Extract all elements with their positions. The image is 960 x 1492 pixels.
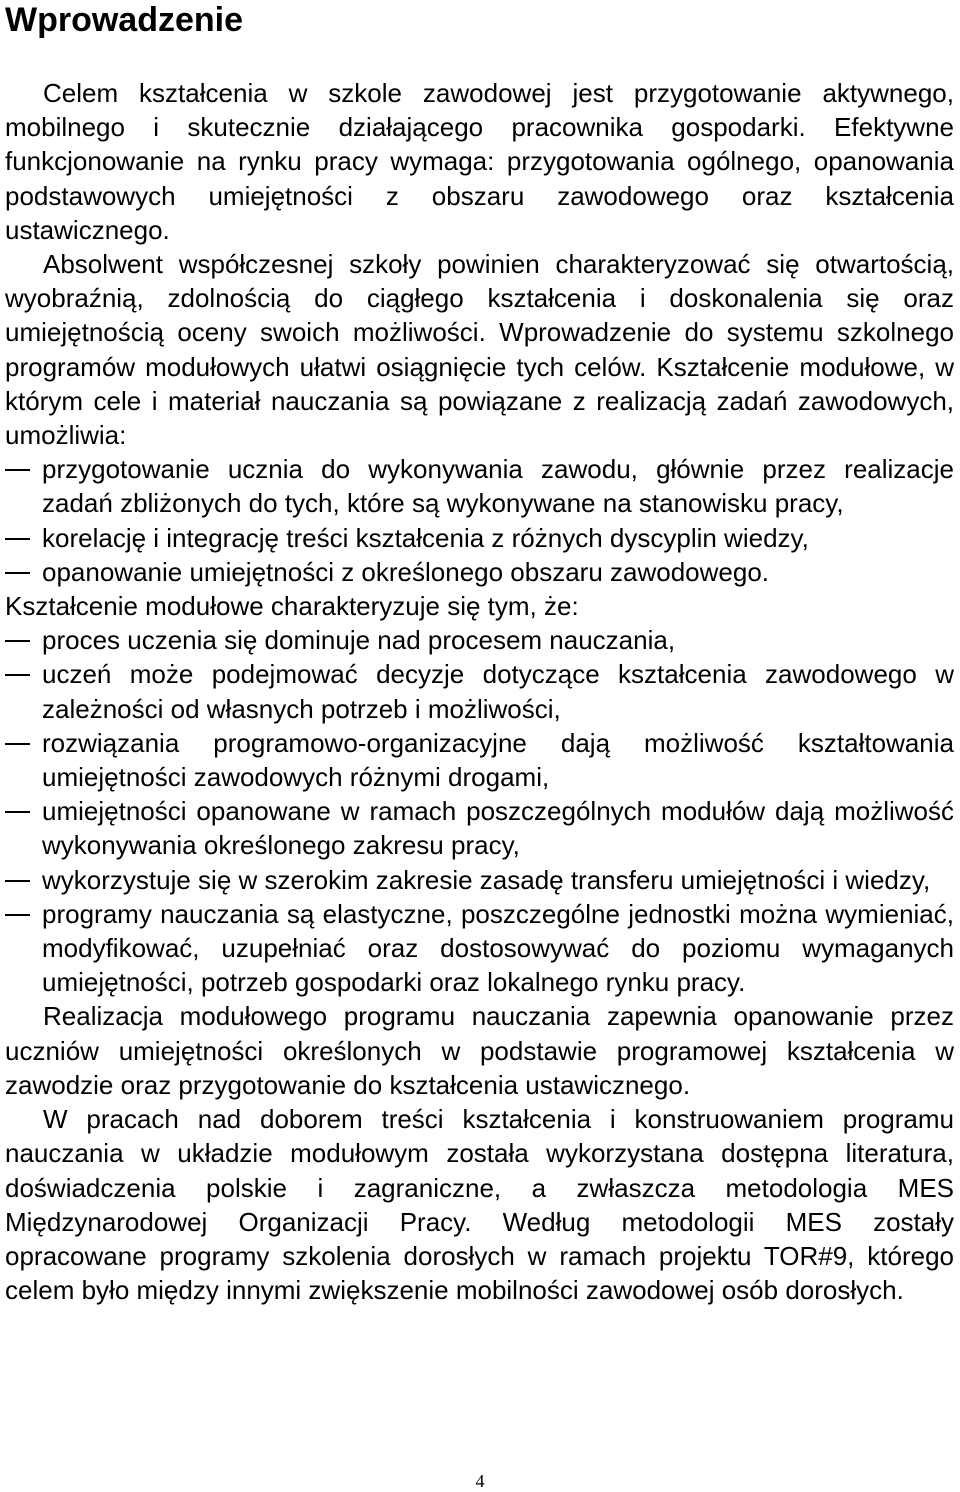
list-item: przygotowanie ucznia do wykonywania zawodu, głównie przez realizacje zadań zbliżonych do tych, które są wykonywane na stanowisku pracy, <box>5 452 954 520</box>
list-item: rozwiązania programowo-organizacyjne dają możliwość kształtowania umiejętności zawodowych różnymi drogami, <box>5 726 954 794</box>
paragraph-intro: Celem kształcenia w szkole zawodowej jest przygotowanie aktywnego, mobilnego i skutecznie działającego pracownika gospodarki. Efektywne funkcjonowanie na rynku pracy wymaga: przygotowania ogólnego, opanowania podstawowych umiejętności z obszaru zawodowego oraz kształcenia ustawicznego. <box>5 78 954 245</box>
dash-bullet-icon <box>5 811 30 813</box>
page-number: 4 <box>475 1471 485 1491</box>
dash-bullet-icon <box>5 743 30 745</box>
paragraph-realization: Realizacja modułowego programu nauczania zapewnia opanowanie przez uczniów umiejętności określonych w podstawie programowej kształcenia w zawodzie oraz przygotowanie do kształcenia ustawicznego. <box>5 1001 954 1100</box>
list-item: programy nauczania są elastyczne, poszczególne jednostki można wymieniać, modyfikować, uzupełniać oraz dostosowywać do poziomu wymaganych umiejętności, potrzeb gospodarki oraz lokalnego rynku pracy. <box>5 897 954 1000</box>
list-item: korelację i integrację treści kształcenia z różnych dyscyplin wiedzy, <box>5 521 954 555</box>
page-title: Wprowadzenie <box>5 1 244 39</box>
dash-bullet-icon <box>5 538 30 540</box>
dash-bullet-icon <box>5 914 30 916</box>
list-item: wykorzystuje się w szerokim zakresie zasadę transferu umiejętności i wiedzy, <box>5 863 954 897</box>
dash-bullet-icon <box>5 640 30 642</box>
modular-benefits-list <box>5 452 954 589</box>
list-item: uczeń może podejmować decyzje dotyczące kształcenia zawodowego w zależności od własnych potrzeb i możliwości, <box>5 657 954 725</box>
list-item: umiejętności opanowane w ramach poszczególnych modułów dają możliwość wykonywania określonego zakresu pracy, <box>5 794 954 862</box>
paragraph-graduate: Absolwent współczesnej szkoły powinien charakteryzować się otwartością, wyobraźnią, zdolnością do ciągłego kształcenia i doskonalenia się oraz umiejętnością oceny swoich możliwości. Wprowadzenie do systemu szkolnego programów modułowych ułatwi osiągnięcie tych celów. Kształcenie modułowe, w którym cele i materiał nauczania są powiązane z realizacją zadań zawodowych, umożliwia: <box>5 249 954 451</box>
document-body <box>5 76 954 1307</box>
dash-bullet-icon <box>5 572 30 574</box>
paragraph-characteristics: Kształcenie modułowe charakteryzuje się tym, że: <box>5 591 579 622</box>
list-item: opanowanie umiejętności z określonego obszaru zawodowego. <box>5 555 954 589</box>
list-item: proces uczenia się dominuje nad procesem nauczania, <box>5 623 954 657</box>
paragraph-methodology: W pracach nad doborem treści kształcenia i konstruowaniem programu nauczania w układzie modułowym została wykorzystana dostępna literatura, doświadczenia polskie i zagraniczne, a zwłaszcza metodologia MES Międzynarodowej Organizacji Pracy. Według metodologii MES zostały opracowane programy szkolenia dorosłych w ramach projektu TOR#9, którego celem było między innymi zwiększenie mobilności zawodowej osób dorosłych. <box>5 1104 954 1306</box>
modular-characteristics-list <box>5 623 954 999</box>
dash-bullet-icon <box>5 469 30 471</box>
dash-bullet-icon <box>5 880 30 882</box>
dash-bullet-icon <box>5 674 30 676</box>
